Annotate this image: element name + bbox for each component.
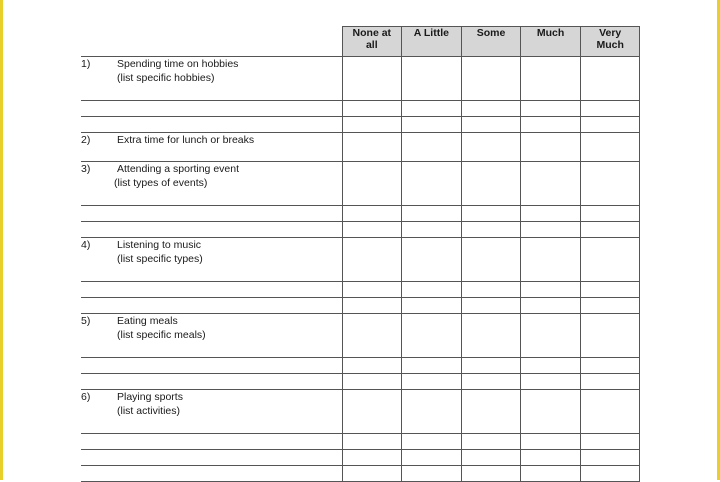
question-title: Listening to music bbox=[117, 239, 202, 251]
question-number: 4) bbox=[81, 238, 117, 282]
rating-cell[interactable] bbox=[402, 117, 462, 133]
rating-cell[interactable] bbox=[521, 390, 581, 434]
rating-cell[interactable] bbox=[461, 57, 521, 101]
header-line: Very bbox=[599, 27, 622, 39]
question-text bbox=[117, 238, 342, 282]
rating-cell[interactable] bbox=[402, 390, 462, 434]
answer-line[interactable] bbox=[81, 434, 117, 450]
answer-line-row bbox=[81, 466, 640, 482]
rating-cell[interactable] bbox=[402, 57, 462, 101]
answer-line[interactable] bbox=[81, 222, 117, 238]
header-spacer bbox=[117, 27, 342, 57]
rating-cell[interactable] bbox=[461, 390, 521, 434]
question-row bbox=[81, 133, 640, 162]
question-number: 3) bbox=[81, 162, 117, 206]
answer-line-row bbox=[81, 206, 640, 222]
rating-cell[interactable] bbox=[402, 206, 462, 222]
question-text bbox=[117, 133, 342, 162]
header-line: A Little bbox=[413, 27, 449, 39]
header-line: None at bbox=[352, 27, 392, 39]
question-number: 1) bbox=[81, 57, 117, 101]
question-row bbox=[81, 314, 640, 358]
header-line: Much bbox=[536, 27, 565, 39]
answer-line[interactable] bbox=[117, 206, 342, 222]
header-spacer bbox=[81, 27, 117, 57]
rating-cell[interactable] bbox=[402, 162, 462, 206]
answer-line-row bbox=[81, 222, 640, 238]
rating-cell[interactable] bbox=[580, 133, 640, 162]
rating-cell[interactable] bbox=[521, 434, 581, 450]
rating-cell[interactable] bbox=[342, 206, 402, 222]
answer-line[interactable] bbox=[81, 101, 117, 117]
rating-cell[interactable] bbox=[342, 374, 402, 390]
rating-cell[interactable] bbox=[342, 117, 402, 133]
rating-cell[interactable] bbox=[461, 450, 521, 466]
rating-cell[interactable] bbox=[342, 314, 402, 358]
header-line: Some bbox=[476, 27, 506, 39]
question-title: Attending a sporting event bbox=[117, 163, 240, 175]
rating-cell[interactable] bbox=[580, 282, 640, 298]
column-header-very-much bbox=[580, 27, 640, 57]
rating-cell[interactable] bbox=[342, 358, 402, 374]
rating-cell[interactable] bbox=[342, 282, 402, 298]
rating-cell[interactable] bbox=[342, 133, 402, 162]
answer-line[interactable] bbox=[81, 282, 117, 298]
rating-cell[interactable] bbox=[580, 450, 640, 466]
answer-line-row bbox=[81, 117, 640, 133]
rating-cell[interactable] bbox=[521, 314, 581, 358]
question-text bbox=[117, 57, 342, 101]
rating-cell[interactable] bbox=[402, 374, 462, 390]
column-header-a-little bbox=[402, 27, 462, 57]
rating-cell[interactable] bbox=[521, 57, 581, 101]
answer-line-row bbox=[81, 101, 640, 117]
rating-cell[interactable] bbox=[342, 450, 402, 466]
question-title: Extra time for lunch or breaks bbox=[117, 134, 255, 146]
answer-line[interactable] bbox=[81, 206, 117, 222]
rating-cell[interactable] bbox=[580, 374, 640, 390]
rating-cell[interactable] bbox=[580, 466, 640, 482]
answer-line[interactable] bbox=[81, 450, 117, 466]
rating-cell[interactable] bbox=[521, 222, 581, 238]
rating-cell[interactable] bbox=[580, 298, 640, 314]
question-text bbox=[117, 314, 342, 358]
rating-cell[interactable] bbox=[402, 466, 462, 482]
answer-line[interactable] bbox=[81, 298, 117, 314]
rating-cell[interactable] bbox=[580, 206, 640, 222]
rating-cell[interactable] bbox=[461, 358, 521, 374]
rating-cell[interactable] bbox=[402, 222, 462, 238]
answer-line[interactable] bbox=[81, 358, 117, 374]
rating-cell[interactable] bbox=[521, 133, 581, 162]
answer-line-row bbox=[81, 450, 640, 466]
header-line: Much bbox=[596, 39, 624, 51]
rating-cell[interactable] bbox=[461, 282, 521, 298]
question-row bbox=[81, 390, 640, 434]
rating-cell[interactable] bbox=[342, 238, 402, 282]
rating-cell[interactable] bbox=[461, 314, 521, 358]
rating-cell[interactable] bbox=[402, 133, 462, 162]
rating-cell[interactable] bbox=[342, 101, 402, 117]
rating-cell[interactable] bbox=[521, 298, 581, 314]
rating-cell[interactable] bbox=[521, 282, 581, 298]
rating-cell[interactable] bbox=[402, 298, 462, 314]
question-hint: (list activities) bbox=[117, 405, 181, 417]
answer-line-row bbox=[81, 358, 640, 374]
rating-cell[interactable] bbox=[580, 162, 640, 206]
rating-cell[interactable] bbox=[521, 162, 581, 206]
question-hint: (list specific hobbies) bbox=[117, 72, 215, 84]
answer-line-row bbox=[81, 282, 640, 298]
question-number: 6) bbox=[81, 390, 117, 434]
rating-cell[interactable] bbox=[402, 434, 462, 450]
answer-line[interactable] bbox=[117, 222, 342, 238]
question-text bbox=[114, 162, 342, 206]
rating-cell[interactable] bbox=[461, 238, 521, 282]
answer-line[interactable] bbox=[81, 117, 117, 133]
answer-line[interactable] bbox=[117, 450, 342, 466]
rating-cell[interactable] bbox=[342, 57, 402, 101]
rating-cell[interactable] bbox=[342, 298, 402, 314]
rating-cell[interactable] bbox=[521, 450, 581, 466]
rating-cell[interactable] bbox=[521, 117, 581, 133]
rating-cell[interactable] bbox=[521, 374, 581, 390]
rating-cell[interactable] bbox=[461, 222, 521, 238]
question-title: Playing sports bbox=[117, 391, 183, 403]
rating-cell[interactable] bbox=[402, 101, 462, 117]
question-number: 5) bbox=[81, 314, 117, 358]
rating-cell[interactable] bbox=[580, 390, 640, 434]
rating-cell[interactable] bbox=[580, 222, 640, 238]
question-row bbox=[81, 238, 640, 282]
answer-line-row bbox=[81, 374, 640, 390]
rating-cell[interactable] bbox=[461, 162, 521, 206]
answer-line[interactable] bbox=[81, 466, 117, 482]
rating-cell[interactable] bbox=[580, 117, 640, 133]
question-row bbox=[81, 57, 640, 101]
rating-cell[interactable] bbox=[521, 238, 581, 282]
answer-line[interactable] bbox=[117, 282, 342, 298]
answer-line-row bbox=[81, 298, 640, 314]
rating-cell[interactable] bbox=[521, 358, 581, 374]
answer-line[interactable] bbox=[81, 374, 117, 390]
rating-cell[interactable] bbox=[461, 101, 521, 117]
answer-line[interactable] bbox=[117, 358, 342, 374]
rating-cell[interactable] bbox=[461, 466, 521, 482]
rating-cell[interactable] bbox=[580, 238, 640, 282]
rating-cell[interactable] bbox=[402, 358, 462, 374]
rating-cell[interactable] bbox=[461, 434, 521, 450]
question-title: Eating meals bbox=[117, 315, 178, 327]
rating-cell[interactable] bbox=[461, 206, 521, 222]
question-row bbox=[81, 162, 640, 206]
column-header-none-at-all bbox=[342, 27, 402, 57]
question-title: Spending time on hobbies bbox=[117, 58, 239, 70]
rating-cell[interactable] bbox=[461, 298, 521, 314]
rating-cell[interactable] bbox=[521, 466, 581, 482]
rating-cell[interactable] bbox=[402, 282, 462, 298]
question-hint: (list specific meals) bbox=[117, 329, 206, 341]
answer-line[interactable] bbox=[117, 374, 342, 390]
rating-cell[interactable] bbox=[580, 101, 640, 117]
rating-cell[interactable] bbox=[580, 434, 640, 450]
rating-cell[interactable] bbox=[521, 101, 581, 117]
rating-cell[interactable] bbox=[461, 117, 521, 133]
rating-cell[interactable] bbox=[461, 133, 521, 162]
header-row bbox=[81, 27, 640, 57]
column-header-much bbox=[521, 27, 581, 57]
answer-line[interactable] bbox=[117, 117, 342, 133]
rating-cell[interactable] bbox=[342, 434, 402, 450]
rating-cell[interactable] bbox=[402, 450, 462, 466]
question-text bbox=[117, 390, 342, 434]
rating-cell[interactable] bbox=[342, 162, 402, 206]
rating-cell[interactable] bbox=[402, 314, 462, 358]
answer-line[interactable] bbox=[117, 434, 342, 450]
answer-line[interactable] bbox=[117, 466, 342, 482]
rating-cell[interactable] bbox=[461, 374, 521, 390]
rating-cell[interactable] bbox=[580, 358, 640, 374]
question-hint: (list types of events) bbox=[114, 177, 208, 189]
header-line: all bbox=[365, 39, 378, 51]
rating-cell[interactable] bbox=[402, 238, 462, 282]
answer-line-row bbox=[81, 434, 640, 450]
rating-cell[interactable] bbox=[521, 206, 581, 222]
rating-cell[interactable] bbox=[342, 222, 402, 238]
rating-cell[interactable] bbox=[580, 314, 640, 358]
rating-table bbox=[81, 26, 640, 482]
question-hint: (list specific types) bbox=[117, 253, 203, 265]
answer-line[interactable] bbox=[117, 101, 342, 117]
rating-cell[interactable] bbox=[342, 466, 402, 482]
rating-cell[interactable] bbox=[580, 57, 640, 101]
column-header-some bbox=[461, 27, 521, 57]
answer-line[interactable] bbox=[117, 298, 342, 314]
question-number: 2) bbox=[81, 133, 117, 162]
rating-cell[interactable] bbox=[342, 390, 402, 434]
